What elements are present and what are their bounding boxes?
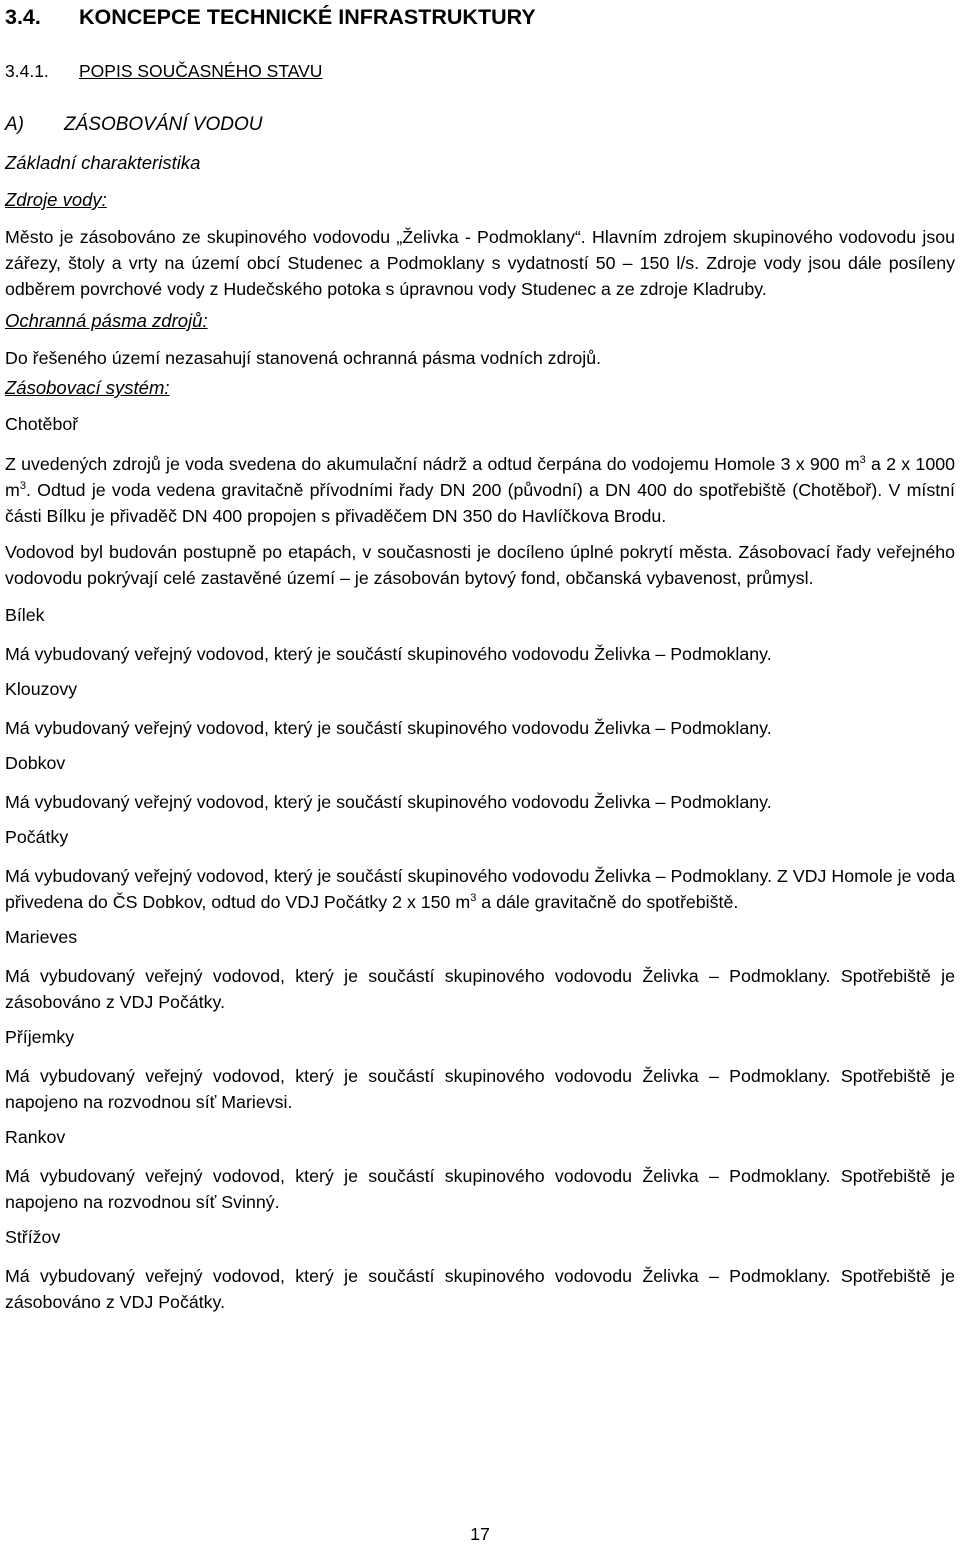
superscript-3: 3: [19, 480, 26, 492]
place-heading-strizov: Střížov: [5, 1227, 61, 1247]
section-title: KONCEPCE TECHNICKÉ INFRASTRUKTURY: [79, 5, 536, 29]
page-number: 17: [470, 1524, 490, 1544]
place-heading-marieves: Marieves: [5, 927, 78, 947]
superscript-3: 3: [859, 454, 866, 466]
pocatky-text-part-2: a dále gravitačně do spotřebiště.: [476, 892, 739, 912]
place-heading-klouzovy: Klouzovy: [5, 679, 78, 699]
place-heading-bilek: Bílek: [5, 605, 45, 625]
part-title: ZÁSOBOVÁNÍ VODOU: [64, 114, 263, 135]
place-heading-dobkov: Dobkov: [5, 753, 66, 773]
subsection-title: POPIS SOUČASNÉHO STAVU: [79, 61, 323, 81]
dobkov-paragraph: Má vybudovaný veřejný vodovod, který je součástí skupinového vodovodu Želivka – Podmoklany.: [5, 792, 772, 812]
section-heading: [5, 4, 955, 30]
marieves-paragraph: Má vybudovaný veřejný vodovod, který je součástí skupinového vodovodu Želivka – Podmoklany. Spotřebiště je zásobováno z VDJ Počátky.: [5, 966, 955, 1012]
section-number: 3.4.: [5, 5, 41, 29]
chotebor-text-part-2: a 2 x 1000 m: [5, 454, 955, 500]
water-sources-heading: Zdroje vody:: [5, 189, 107, 210]
bilek-paragraph: Má vybudovaný veřejný vodovod, který je součástí skupinového vodovodu Želivka – Podmoklany.: [5, 644, 772, 664]
pocatky-text-part-1: Má vybudovaný veřejný vodovod, který je součástí skupinového vodovodu Želivka – Podmoklany. Z VDJ Homole je voda přivedena do ČS Dobkov, odtud do VDJ Počátky 2 x 150 m: [5, 866, 955, 912]
place-heading-pocatky: Počátky: [5, 827, 69, 847]
part-letter: A): [5, 114, 24, 135]
chotebor-paragraph-1: [5, 451, 955, 529]
subsection-number: 3.4.1.: [5, 61, 49, 81]
water-sources-paragraph: Město je zásobováno ze skupinového vodovodu „Želivka - Podmoklany“. Hlavním zdrojem skupinového vodovodu jsou zářezy, štoly a vrty na území obcí Studenec a Podmoklany s vydatností 50 – 150 l/s. Zdroje vody jsou dále posíleny odběrem povrchové vody z Hudečského potoka s úpravnou vody Studenec a ze zdroje Kladruby.: [5, 227, 955, 299]
klouzovy-paragraph: Má vybudovaný veřejný vodovod, který je součástí skupinového vodovodu Želivka – Podmoklany.: [5, 718, 772, 738]
prijemky-paragraph: Má vybudovaný veřejný vodovod, který je součástí skupinového vodovodu Želivka – Podmoklany. Spotřebiště je napojeno na rozvodnou síť Marievsi.: [5, 1066, 955, 1112]
place-heading-rankov: Rankov: [5, 1127, 66, 1147]
superscript-3: 3: [470, 892, 477, 904]
chotebor-text-part-3: . Odtud je voda vedena gravitačně přívodními řady DN 200 (původní) a DN 400 do spotřebiště (Chotěboř). V místní části Bílku je přivaděč DN 400 propojen s přivaděčem DN 350 do Havlíčkova Brodu.: [5, 480, 955, 526]
supply-system-heading: Zásobovací systém:: [5, 377, 170, 398]
basic-characteristics-heading: Základní charakteristika: [5, 152, 201, 173]
document-page: [5, 4, 955, 1315]
protection-zones-paragraph: Do řešeného území nezasahují stanovená ochranná pásma vodních zdrojů.: [5, 348, 602, 368]
subsection-heading: [5, 60, 955, 82]
chotebor-text-part-1: Z uvedených zdrojů je voda svedena do akumulační nádrž a odtud čerpána do vodojemu Homole 3 x 900 m: [5, 454, 860, 474]
pocatky-paragraph: [5, 863, 955, 915]
place-heading-chotebor: Chotěboř: [5, 414, 79, 434]
rankov-paragraph: Má vybudovaný veřejný vodovod, který je součástí skupinového vodovodu Želivka – Podmoklany. Spotřebiště je napojeno na rozvodnou síť Svinný.: [5, 1166, 955, 1212]
part-heading: [5, 113, 955, 137]
chotebor-paragraph-2: Vodovod byl budován postupně po etapách, v současnosti je docíleno úplné pokrytí města. Zásobovací řady veřejného vodovodu pokrývají celé zastavěné území – je zásobován bytový fond, občanská vybavenost, průmysl.: [5, 542, 955, 588]
protection-zones-heading: Ochranná pásma zdrojů:: [5, 310, 208, 331]
place-heading-prijemky: Příjemky: [5, 1027, 75, 1047]
strizov-paragraph: Má vybudovaný veřejný vodovod, který je součástí skupinového vodovodu Želivka – Podmoklany. Spotřebiště je zásobováno z VDJ Počátky.: [5, 1266, 955, 1312]
